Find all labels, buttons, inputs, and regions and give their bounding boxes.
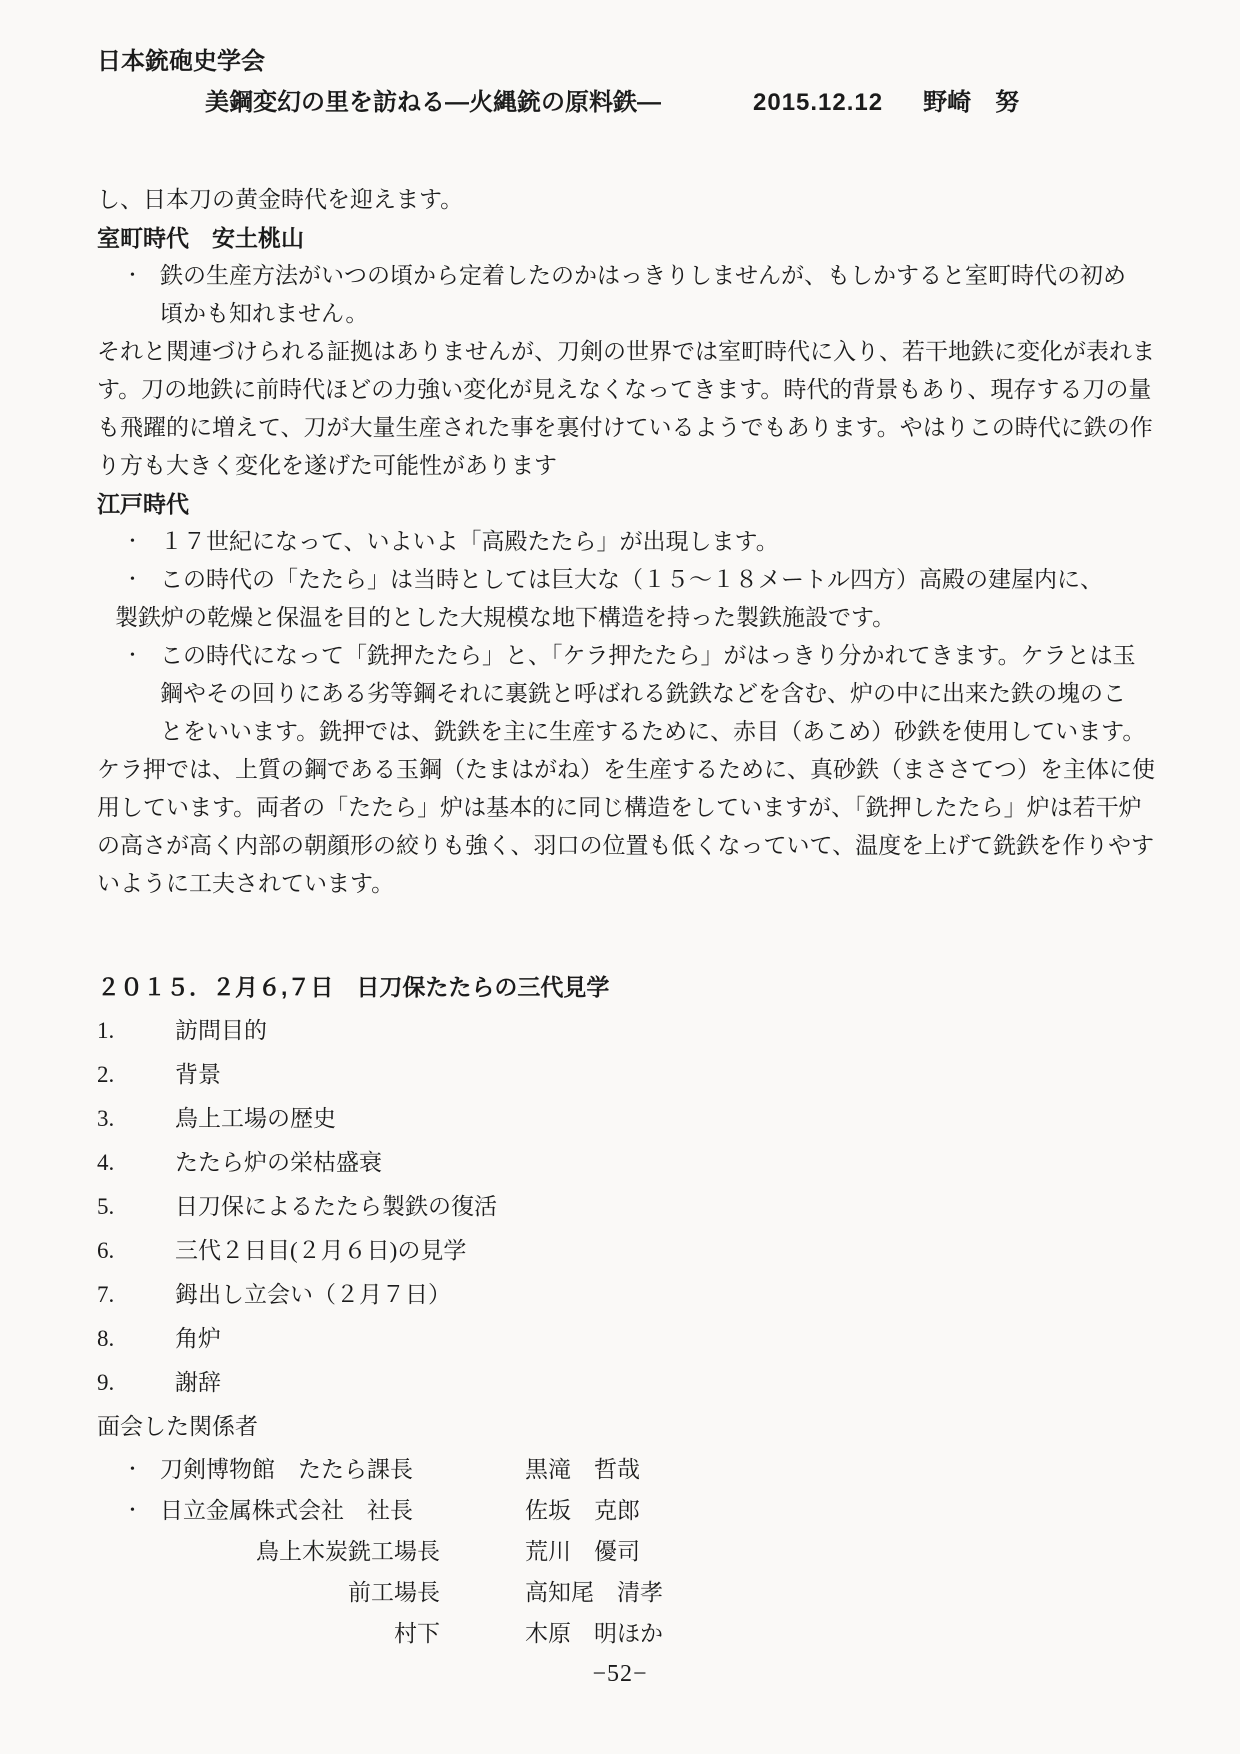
body-line: し、日本刀の黄金時代を迎えます。 [97, 187, 464, 212]
document-date: 2015.12.12 [753, 89, 884, 116]
item-number: 9. [97, 1370, 115, 1395]
attendee-name: 木原 明ほか [525, 1621, 663, 1646]
body-line: それと関連づけられる証拠はありませんが、刀剣の世界では室町時代に入り、若干地鉄に変化が表れま [97, 339, 1155, 364]
list-item [97, 1009, 1130, 1053]
attendee-row [97, 1572, 1130, 1613]
item-label: 謝辞 [175, 1370, 221, 1395]
page-number: −52− [592, 1661, 648, 1687]
body-line: １７世紀になって、いよいよ「高殿たたら」が出現します。 [160, 529, 779, 554]
bullet-spacer [97, 1572, 160, 1613]
attendee-row [97, 1490, 1130, 1531]
section-heading-edo: 江戸時代 [97, 491, 189, 517]
bullet-icon: • [130, 1462, 135, 1477]
bullet-spacer [97, 1613, 160, 1654]
bullet-line [97, 637, 1136, 675]
body-line: この時代の「たたら」は当時としては巨大な（１５～１８メートル四方）高殿の建屋内に、 [160, 567, 1103, 592]
body-line: 用しています。両者の「たたら」炉は基本的に同じ構造をしていますが、「銑押したたら」炉は若干炉 [97, 795, 1142, 820]
bullet-icon: • [130, 572, 135, 587]
bullet-line [97, 523, 1130, 561]
attendee-row [97, 1613, 1130, 1654]
attendee-role: 村下 [394, 1621, 440, 1646]
attendee-row [97, 1449, 1130, 1490]
list-item [97, 1185, 1130, 1229]
item-number: 2. [97, 1062, 115, 1087]
body-text [97, 181, 1155, 903]
attendee-name: 黒滝 哲哉 [525, 1457, 640, 1482]
bullet-spacer [97, 1531, 160, 1572]
attendee-role: 鳥上木炭銑工場長 [256, 1539, 440, 1564]
item-number: 8. [97, 1326, 115, 1351]
body-line: いように工夫されています。 [97, 871, 395, 896]
item-label: 鳥上工場の歴史 [175, 1106, 336, 1131]
list-item [97, 1317, 1130, 1361]
item-label: 日刀保によるたたら製鉄の復活 [175, 1194, 497, 1219]
body-line: 鉄の生産方法がいつの頃から定着したのかはっきりしませんが、もしかすると室町時代の初め [160, 263, 1126, 288]
item-label: 鉧出し立会い（２月７日） [175, 1282, 451, 1307]
list-item [97, 1053, 1130, 1097]
item-label: 訪問目的 [175, 1018, 267, 1043]
attendee-role: 前工場長 [348, 1580, 440, 1605]
attendee-role: 刀剣博物館 たたら課長 [160, 1457, 413, 1482]
attendee-name: 荒川 優司 [525, 1539, 640, 1564]
bullet-icon: • [130, 534, 135, 549]
body-line: の高さが高く内部の朝顔形の絞りも強く、羽口の位置も低くなっていて、温度を上げて銑鉄を作りやす [97, 833, 1155, 858]
section-heading-muromachi: 室町時代 安土桃山 [97, 225, 304, 251]
body-line: も飛躍的に増えて、刀が大量生産された事を裏付けているようでもあります。やはりこの時代に鉄の作 [97, 415, 1153, 440]
body-line: とをいいます。銑押では、銑鉄を主に生産するために、赤目（あこめ）砂鉄を使用しています。 [160, 719, 1146, 744]
item-number: 7. [97, 1282, 115, 1307]
society-name: 日本銃砲史学会 [97, 48, 265, 75]
item-number: 3. [97, 1106, 115, 1131]
attendees-list [97, 1449, 1130, 1654]
attendee-role: 日立金属株式会社 社長 [160, 1498, 413, 1523]
item-number: 6. [97, 1238, 115, 1263]
list-item [97, 1141, 1130, 1185]
list-item [97, 1097, 1130, 1141]
bullet-line [97, 257, 1130, 295]
body-line: 頃かも知れません。 [160, 301, 369, 326]
list-item [97, 1361, 1130, 1405]
attendee-name: 高知尾 清孝 [525, 1580, 663, 1605]
item-number: 5. [97, 1194, 115, 1219]
body-line: り方も大きく変化を遂げた可能性があります [97, 453, 557, 478]
body-line: 鋼やその回りにある劣等鋼それに裏銑と呼ばれる銑鉄などを含む、炉の中に出来た鉄の塊のこ [160, 681, 1126, 706]
attendee-row [97, 1531, 1130, 1572]
item-label: 角炉 [175, 1326, 221, 1351]
author-name: 野崎 努 [923, 89, 1020, 116]
item-number: 4. [97, 1150, 115, 1175]
attendee-name: 佐坂 克郎 [525, 1498, 640, 1523]
attendees-heading: 面会した関係者 [97, 1414, 258, 1439]
list-item [97, 1273, 1130, 1317]
body-line: ケラ押では、上質の鋼である玉鋼（たまはがね）を生産するために、真砂鉄（まささてつ）を主体に使 [97, 757, 1155, 782]
body-line: 製鉄炉の乾燥と保温を目的とした大規模な地下構造を持った製鉄施設です。 [115, 605, 896, 630]
item-label: 三代２日目(２月６日)の見学 [175, 1238, 467, 1263]
itinerary-heading: ２０１５．２月６,７日 日刀保たたらの三代見学 [97, 974, 610, 1000]
item-label: たたら炉の栄枯盛衰 [175, 1150, 382, 1175]
item-number: 1. [97, 1018, 115, 1043]
bullet-line [97, 561, 1130, 599]
list-item [97, 1229, 1130, 1273]
body-line: す。刀の地鉄に前時代ほどの力強い変化が見えなくなってきます。時代的背景もあり、現存する刀の量 [97, 377, 1152, 402]
bullet-icon: • [130, 1503, 135, 1518]
item-label: 背景 [175, 1062, 221, 1087]
bullet-icon: • [130, 648, 135, 663]
body-line: この時代になって「銑押たたら」と、「ケラ押たたら」がはっきり分かれてきます。ケラとは玉 [160, 643, 1136, 668]
document-title: 美鋼変幻の里を訪ねる―火縄銃の原料鉄― [205, 89, 661, 116]
bullet-icon: • [130, 268, 135, 283]
title-row [97, 87, 1130, 119]
itinerary-list [97, 1009, 1130, 1405]
